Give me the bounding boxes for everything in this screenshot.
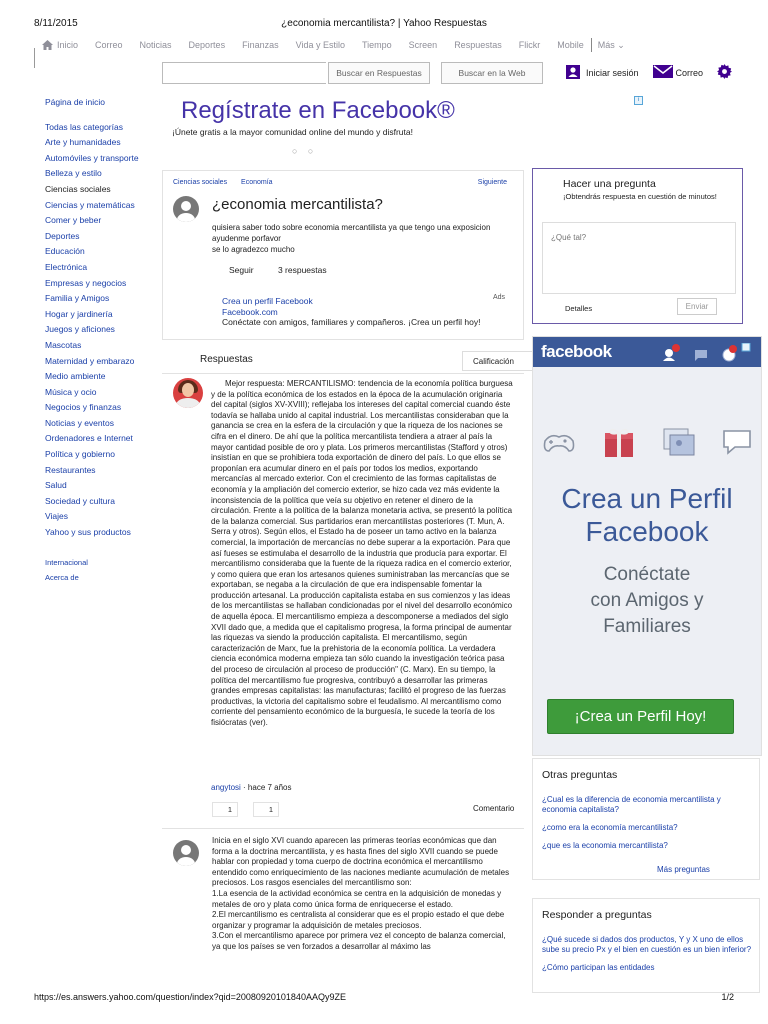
category-sidebar xyxy=(45,95,165,586)
facebook-side-ad[interactable] xyxy=(532,336,762,756)
ads-label: Ads xyxy=(493,294,506,301)
print-page-number: 1/2 xyxy=(721,992,734,1002)
fb-ad-sub-line: Conéctate xyxy=(603,564,691,585)
nav-correo[interactable]: Correo xyxy=(95,40,123,50)
ask-subtitle: ¡Obtendrás respuesta en cuestión de minutos! xyxy=(563,192,717,201)
ask-question-box xyxy=(532,168,743,324)
respond-title: Responder a preguntas xyxy=(542,909,652,921)
question-actions xyxy=(229,265,349,275)
fb-create-profile-button[interactable]: ¡Crea un Perfil Hoy! xyxy=(547,699,734,734)
mail-link[interactable]: Correo xyxy=(675,67,704,78)
best-answer-label: Mejor respuesta: xyxy=(225,379,285,388)
nav-mobile[interactable]: Mobile xyxy=(557,40,584,50)
question-body xyxy=(212,222,490,255)
sidebar-category-item[interactable]: Familia y Amigos xyxy=(45,293,110,304)
answer-username[interactable]: angytosi xyxy=(211,783,241,792)
sidebar-item-home[interactable]: Página de inicio xyxy=(45,97,106,107)
nav-finanzas[interactable]: Finanzas xyxy=(242,40,279,50)
sidebar-category-item[interactable]: Yahoo y sus productos xyxy=(45,527,131,538)
thumbs-down-button[interactable]: 1 xyxy=(253,802,279,817)
top-nav xyxy=(42,37,625,53)
facebook-logo: facebook xyxy=(541,342,612,361)
nav-label: Inicio xyxy=(57,40,79,50)
respond-questions-card xyxy=(532,898,760,993)
sidebar-category-item[interactable]: Política y gobierno xyxy=(45,449,115,460)
facebook-banner-ad[interactable] xyxy=(172,97,522,137)
fb-ad-sub-line: Familiares xyxy=(603,616,691,637)
banner-subtitle: ¡Únete gratis a la mayor comunidad online del mundo y disfruta! xyxy=(172,127,413,137)
respond-list xyxy=(542,935,752,981)
sidebar-category-item[interactable]: Viajes xyxy=(45,511,68,522)
breadcrumb-economia[interactable]: Economía xyxy=(241,179,273,186)
open-question-link[interactable]: ¿Cómo participan las entidades xyxy=(542,963,655,972)
send-button[interactable]: Enviar xyxy=(677,298,717,315)
thumbs-up-button[interactable]: 1 xyxy=(212,802,238,817)
sidebar-item-internacional[interactable]: Internacional xyxy=(45,557,88,567)
search-answers-button[interactable]: Buscar en Respuestas xyxy=(328,62,430,84)
search-input[interactable] xyxy=(162,62,326,84)
best-answer-text xyxy=(211,379,515,729)
nav-tiempo[interactable]: Tiempo xyxy=(361,40,392,50)
other-questions-title: Otras preguntas xyxy=(542,769,618,781)
carousel-dots[interactable]: ○ ○ xyxy=(292,146,318,156)
gear-icon[interactable] xyxy=(717,64,732,81)
comment-link[interactable]: Comentario xyxy=(473,804,515,813)
related-question-link[interactable]: ¿Cual es la diferencia de economia mercantilista y economia capitalista? xyxy=(542,795,721,814)
fb-ad-subtext xyxy=(533,562,761,640)
nav-flickr[interactable]: Flickr xyxy=(518,40,541,50)
category-list xyxy=(45,120,165,541)
follow-button[interactable]: Seguir xyxy=(229,265,254,275)
ask-question-input[interactable] xyxy=(542,222,736,294)
answers-heading: Respuestas xyxy=(200,354,253,365)
banner-title: Regístrate en Facebook® xyxy=(181,97,455,124)
breadcrumb xyxy=(173,179,285,186)
question-line: se lo agradezco mucho xyxy=(212,245,295,254)
sidebar-category-item[interactable]: Empresas y negocios xyxy=(45,277,127,288)
sidebar-category-item[interactable]: Comer y beber xyxy=(45,215,102,226)
nav-more[interactable] xyxy=(598,40,625,51)
sidebar-category-item[interactable]: Mascotas xyxy=(45,339,82,350)
nav-deportes[interactable]: Deportes xyxy=(188,40,226,50)
left-divider xyxy=(34,48,35,68)
nav-inicio[interactable] xyxy=(42,40,78,50)
other-questions-list xyxy=(542,795,752,859)
sidebar-category-item[interactable]: Automóviles y transporte xyxy=(45,152,139,163)
gamepad-icon xyxy=(541,427,577,461)
related-question-link[interactable]: ¿como era la economía mercantilista? xyxy=(542,823,678,832)
other-questions-card xyxy=(532,758,760,880)
print-header xyxy=(34,18,734,32)
ask-title: Hacer una pregunta xyxy=(563,178,656,190)
chat-icon xyxy=(721,427,753,461)
fb-ad-headline-line: Facebook xyxy=(585,516,709,547)
answer-point: 3.Con el mercantilismo aparece por primera vez el concepto de balanza comercial, ya que los países se ven forzados a desarrollar al máximo las xyxy=(212,931,506,951)
print-title: ¿economia mercantilista? | Yahoo Respuestas xyxy=(281,18,487,29)
answerer-avatar[interactable] xyxy=(173,378,203,408)
related-question-link[interactable]: ¿que es la economia mercantilista? xyxy=(542,841,668,850)
question-title: ¿economia mercantilista? xyxy=(212,196,383,213)
inline-ad[interactable] xyxy=(222,296,480,328)
sidebar-category-item[interactable]: Deportes xyxy=(45,230,80,241)
adchoices-icon[interactable]: i xyxy=(634,96,643,105)
sort-select[interactable]: Calificación xyxy=(462,351,544,371)
facebook-ad-bar xyxy=(533,337,761,367)
home-icon xyxy=(42,40,53,50)
sidebar-category-item[interactable]: Arte y humanidades xyxy=(45,137,121,148)
nav-separator xyxy=(591,38,592,52)
photos-icon xyxy=(662,427,696,461)
sidebar-category-item[interactable]: Noticias y eventos xyxy=(45,417,114,428)
sidebar-category-item[interactable]: Música y ocio xyxy=(45,386,97,397)
sidebar-item-acerca[interactable]: Acerca de xyxy=(45,573,79,583)
nav-respuestas[interactable]: Respuestas xyxy=(454,40,502,50)
answer-meta xyxy=(211,783,292,792)
sidebar-category-item[interactable]: Electrónica xyxy=(45,261,88,272)
details-link[interactable]: Detalles xyxy=(565,304,593,313)
gift-icon xyxy=(602,427,636,461)
answerer-avatar[interactable] xyxy=(173,840,199,866)
second-answer-text xyxy=(212,836,514,953)
fb-ad-sub-line: con Amigos y xyxy=(590,590,704,611)
nav-more-label: Más xyxy=(597,39,615,50)
sidebar-category-item[interactable]: Restaurantes xyxy=(45,464,96,475)
mail-icon[interactable] xyxy=(653,65,673,80)
sidebar-category-item[interactable]: Belleza y estilo xyxy=(45,168,102,179)
sidebar-category-item[interactable]: Hogar y jardinería xyxy=(45,308,113,319)
inline-ad-text: Conéctate con amigos, familiares y compañeros. ¡Crea un perfil hoy! xyxy=(222,317,481,327)
sidebar-category-item[interactable]: Juegos y aficiones xyxy=(45,324,115,335)
sidebar-category-item[interactable]: Maternidad y embarazo xyxy=(45,355,135,366)
sidebar-category-item[interactable]: Todas las categorías xyxy=(45,121,123,132)
nav-vida-estilo[interactable]: Vida y Estilo xyxy=(295,40,345,50)
breadcrumb-ciencias-sociales[interactable]: Ciencias sociales xyxy=(173,179,228,186)
sidebar-category-item[interactable]: Ciencias y matemáticas xyxy=(45,199,135,210)
next-question-link[interactable]: Siguiente xyxy=(477,179,507,186)
answer-point: 1.La esencia de la actividad económica se centra en la adquisición de monedas y metales de oro y plata como única forma de enriquecerse el estado. xyxy=(212,888,502,909)
inline-ad-title[interactable]: Crea un perfil Facebook xyxy=(222,296,313,306)
print-url: https://es.answers.yahoo.com/question/index?qid=20080920101840AAQy9ZE xyxy=(34,992,346,1002)
search-web-button[interactable]: Buscar en la Web xyxy=(441,62,543,84)
user-area xyxy=(566,64,732,81)
more-questions-link[interactable]: Más preguntas xyxy=(657,865,710,874)
signin-link[interactable]: Iniciar sesión xyxy=(586,67,639,78)
sidebar-category-item[interactable]: Negocios y finanzas xyxy=(45,402,122,413)
answer-point: 2.El mercantilismo es centralista al considerar que es el propio estado el que debe organizar y programar la adquisición de metales preciosos. xyxy=(212,910,505,930)
print-date: 8/11/2015 xyxy=(34,18,78,29)
sidebar-category-item[interactable]: Sociedad y cultura xyxy=(45,495,115,506)
best-answer-body: MERCANTILISMO: tendencia de la economía política burguesa y de la política económica de los estados en la época de la acumulación originaria del capital (siglos XV-XVIII); reflejaba los intereses del capital comercial cuando éste todavía se hallaba unido al capital industrial. Los mercantilistas consideraban que la ganancia se crea en la esfera de la circulación y que la riqueza de los naciones se cifra en el dinero. De ahí que la política mercantilista tendiera a atraer al país la mayor cantidad posible de oro y plata. Los primeros mercantilistas (Stafford y otros) insistían en que se prohibiera toda exportación de dinero del país. Lo que ellos se proponían era acumular dinero en el país por todos los medios, exportando mercancías al mercado exterior. Con el crecimiento de las formas capitalistas de economía y la ampliación del comercio exterior, se hizo cada vez más evidente la inconsistencia de la política que veía su objetivo en retener el dinero de la circulación. Frente a la política de la balanza monetaria activa, se presentó la política de la balanza comercial. Sus partidarios eran mercantilistas posteriores (T. Mun, A. Serra y otros). Según ellos, el Estado ha de poseer un tamo activo en la balanza comercial, la importación de mercancías no debe superar a la exportación. Para que así fueses se estimulaba el desarrollo de la industria que producía para exportar. El mercantilismo consideraba que la fuente de la riqueza radica en el comercio exterior, y como quiera que eran los artesanos quienes suministraban las mercancías que se exportaban, se negaba a la circulación de que era indispensable fomentar la producción artesanal. La producción capitalista estaba en sus comienzos y las ideas de los mercantilistas se hallaban condicionadas por el nivel del desarrollo económico de aquella época. El mercantilismo empieza a descomponerse a mediados del siglo XVII dado que, a medida que el capitalismo progresa, la forma principal de aumentar las riquezas va siendo la producción capitalista. El mercantilismo, según caracterización de Marx, fue la prehistoria de la economía política. La verdadera ciencia económica moderna empieza tan sólo cuando la investigación teórica pasa del proceso de circulación al proceso de producción" (C. Marx). En su tiempo, la política del mercantilismo fue progresiva, contribuyó a desarrollar las primeras grandes empresas capitalistas: las manufacturas; facilitó el progreso de las fuerzas productivas, la victoria del capitalismo sobre el feudalismo. Al mercantilismo como corriente del pensamiento económico de la burguesía, le sucede la teoría de los fisiócratas (ver). xyxy=(211,379,513,727)
answers-count: 3 respuestas xyxy=(277,265,327,275)
user-icon[interactable] xyxy=(566,65,580,81)
fb-ad-headline-line: Crea un Perfil xyxy=(561,483,733,514)
inline-ad-url[interactable]: Facebook.com xyxy=(222,306,278,317)
fb-ad-headline xyxy=(533,482,761,548)
chevron-down-icon: ⌄ xyxy=(617,39,625,50)
open-question-link[interactable]: ¿Qué sucede si dados dos productos, Y y X uno de ellos sube su precio Px y el bien en cuestión es un bien inferior? xyxy=(542,935,752,954)
sidebar-category-item[interactable]: Salud xyxy=(45,480,67,491)
nav-noticias[interactable]: Noticias xyxy=(139,40,172,50)
sidebar-category-item[interactable]: Ciencias sociales xyxy=(45,183,111,194)
answer-paragraph: Inicia en el siglo XVI cuando aparecen las primeras teorías económicas que dan forma a la doctrina mercantilista, y es hasta fines del siglo XVII cuando se puede hablar con propiedad y toma cuerpo de doctrina económica el mercantilismo entendido como enriquecimiento de las naciones mediante acumulación de metales preciosos. Los rasgos esenciales del mercantilismo son: xyxy=(212,836,510,888)
question-line: quisiera saber todo sobre economia mercantilista ya que tengo una exposicion xyxy=(212,223,491,232)
facebook-notification-icons xyxy=(661,343,751,365)
facebook-feature-icons xyxy=(541,427,753,461)
sidebar-category-item[interactable]: Educación xyxy=(45,246,85,257)
answer-time: · hace 7 años xyxy=(243,783,292,792)
question-line: ayudenme porfavor xyxy=(212,234,281,243)
sidebar-category-item[interactable]: Medio ambiente xyxy=(45,371,106,382)
asker-avatar[interactable] xyxy=(173,196,199,222)
sidebar-category-item[interactable]: Ordenadores e Internet xyxy=(45,433,133,444)
nav-screen[interactable]: Screen xyxy=(408,40,438,50)
